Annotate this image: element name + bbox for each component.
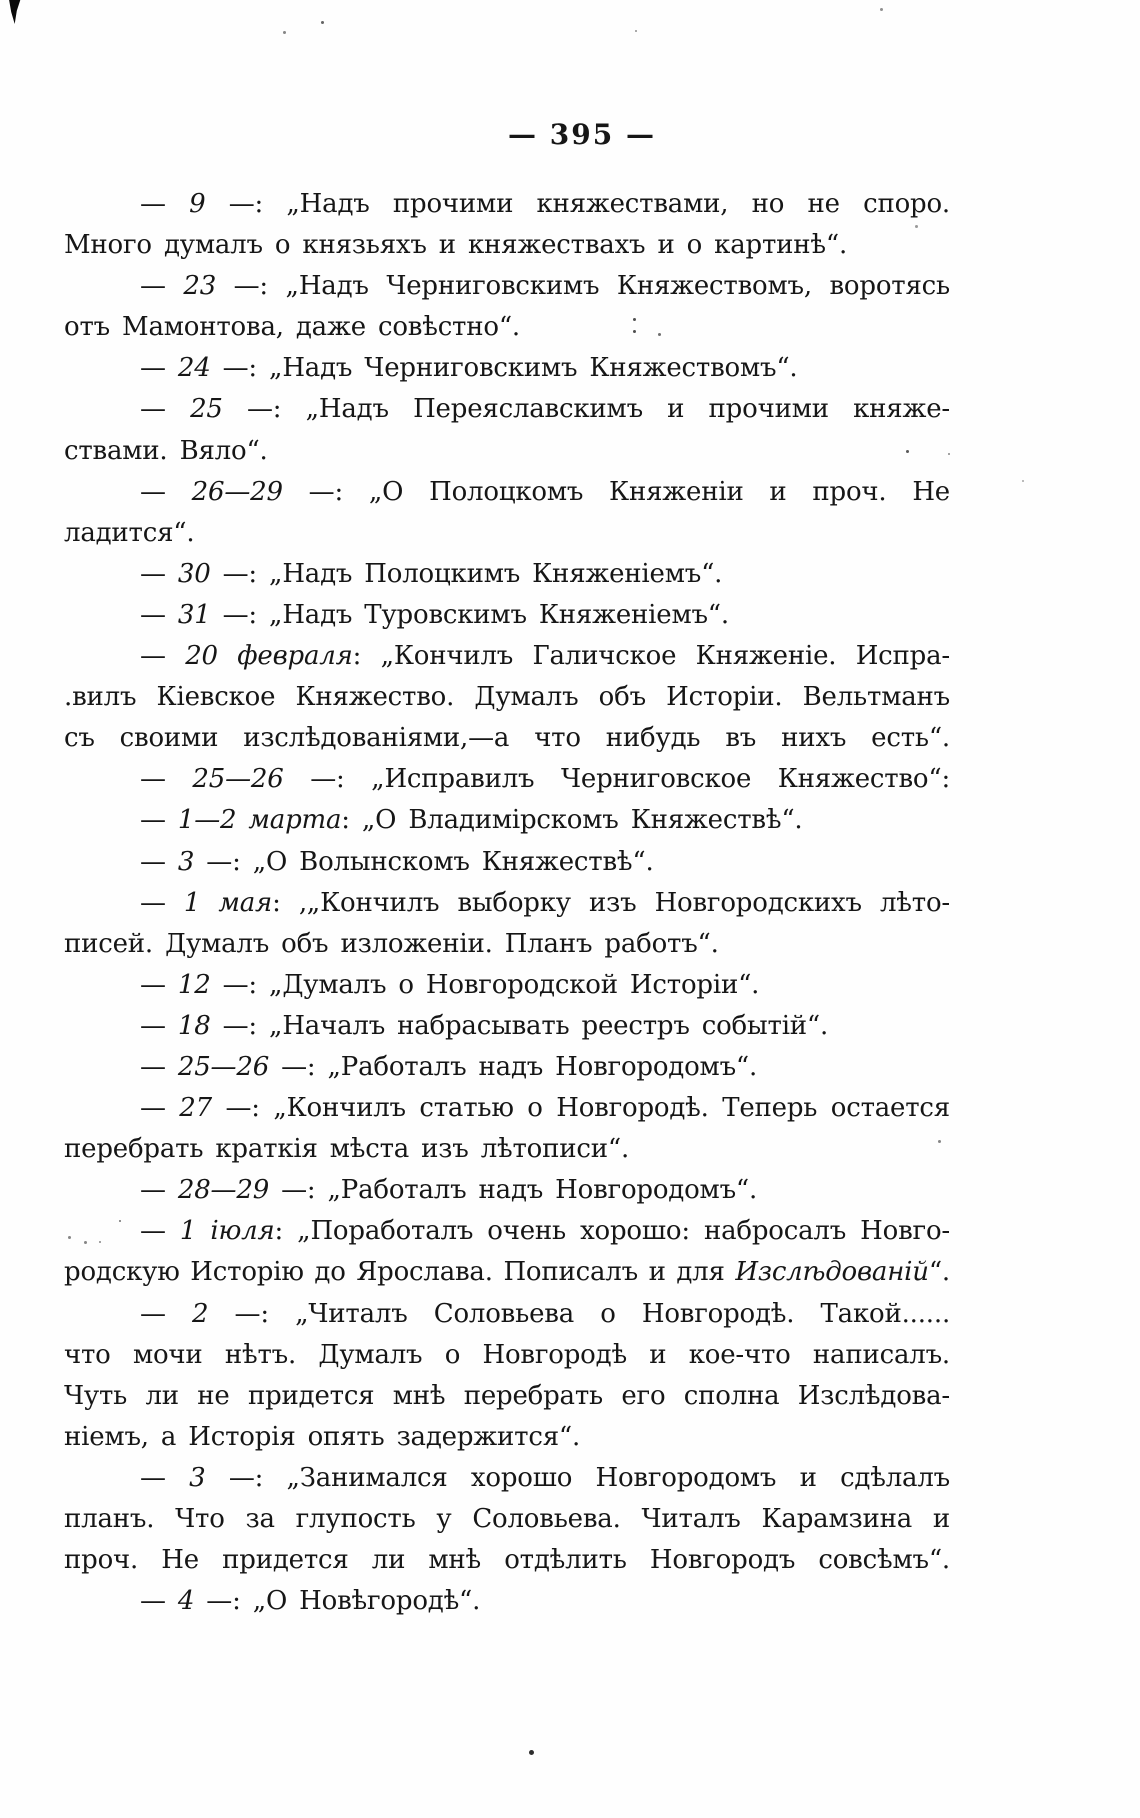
date-italic-text: 25—26 — [192, 764, 284, 795]
body-text: : „О Владимірскомъ Княжествѣ“. — [341, 805, 803, 836]
scan-speck — [906, 450, 909, 453]
text-line — [64, 883, 950, 924]
text-line — [64, 307, 950, 348]
body-text: — — [140, 353, 178, 384]
body-text: —: „О Новѣгородѣ“. — [194, 1586, 481, 1617]
body-text: — — [140, 887, 184, 918]
body-text: отъ Мамонтова, даже совѣстно“. — [64, 312, 520, 343]
text-line — [64, 636, 950, 677]
scan-speck — [915, 225, 918, 228]
body-text: —: „Работалъ надъ Новгородомъ“. — [269, 1175, 758, 1206]
body-text: писей. Думалъ объ изложеніи. Планъ работъ“. — [64, 928, 719, 959]
scan-speck — [529, 1750, 534, 1755]
body-text: : „Поработалъ очень хорошо: набросалъ Новго- — [274, 1216, 950, 1247]
scan-speck — [633, 318, 636, 321]
body-text: : ‚„Кончилъ выборку изъ Новгородскихъ лѣто- — [272, 887, 950, 918]
scan-speck — [321, 21, 324, 24]
body-text: — — [140, 1093, 180, 1124]
text-line — [64, 842, 950, 883]
body-text: планъ. Что за глупость у Соловьева. Читалъ Карамзина и — [64, 1504, 950, 1534]
scan-speck — [880, 8, 883, 11]
date-italic-text: Изслѣдованій — [735, 1257, 929, 1288]
text-line — [64, 1252, 950, 1293]
date-italic-text: 31 — [177, 599, 211, 630]
body-text: —: „Исправилъ Черниговское Княжество“: — [283, 764, 950, 795]
date-italic-text: 2 — [192, 1298, 209, 1329]
body-text: — — [140, 846, 178, 877]
body-text: —: „Надъ Туровскимъ Княженіемъ“. — [210, 599, 729, 630]
body-text: — — [140, 1175, 178, 1206]
text-line — [64, 1417, 950, 1458]
scan-speck — [1022, 480, 1024, 482]
body-text: — — [140, 558, 178, 589]
date-italic-text: 1 іюля — [179, 1216, 275, 1247]
body-text: —: „Надъ Черниговскимъ Княжествомъ“. — [210, 353, 798, 384]
page-number: — 395 — — [508, 118, 656, 151]
date-italic-text: 1—2 марта — [177, 805, 342, 836]
body-text: — — [140, 1010, 178, 1041]
body-text: родскую Исторію до Ярослава. Пописалъ и для — [64, 1257, 736, 1288]
body-text: съ своими изслѣдованіями,—а что нибудь въ нихъ есть“. — [64, 723, 950, 754]
scan-speck — [938, 1140, 941, 1143]
body-text: : „Кончилъ Галичское Княженіе. Испра- — [352, 641, 951, 672]
body-text: ладится“. — [64, 517, 195, 548]
ink-blot-mark — [7, 0, 21, 24]
body-text: —: „Занимался хорошо Новгородомъ и сдѣлалъ — [205, 1462, 950, 1493]
date-italic-text: 26—29 — [191, 476, 283, 507]
text-line — [64, 1540, 950, 1581]
date-italic-text: 25—26 — [177, 1051, 270, 1082]
body-text: — — [140, 1298, 193, 1329]
scan-speck — [635, 30, 637, 32]
date-italic-text: 18 — [177, 1010, 211, 1041]
body-text: .вилъ Кіевское Княжество. Думалъ объ Исторіи. Вельтманъ — [64, 682, 950, 713]
text-line — [64, 348, 950, 389]
scan-speck — [948, 453, 950, 455]
page-text-block — [64, 184, 950, 1622]
text-line — [64, 924, 950, 965]
body-text: — — [140, 764, 193, 795]
text-line — [64, 1376, 950, 1417]
text-line — [64, 1006, 950, 1047]
date-italic-text: 20 февраля — [185, 641, 353, 672]
text-line — [64, 800, 950, 841]
body-text: —: „Читалъ Соловьева о Новгородѣ. Такой...... — [208, 1298, 951, 1329]
body-text: перебрать краткія мѣста изъ лѣтописи“. — [64, 1134, 630, 1165]
scan-speck — [84, 1241, 87, 1244]
body-text: проч. Не придется ли мнѣ отдѣлить Новгородъ совсѣмъ“. — [64, 1545, 950, 1576]
body-text: — — [140, 189, 190, 219]
body-text: —: „Кончилъ статью о Новгородѣ. Теперь остается — [211, 1093, 950, 1124]
body-text: — — [140, 1051, 178, 1082]
date-italic-text: 27 — [179, 1093, 212, 1124]
text-line — [64, 554, 950, 595]
date-italic-text: 9 — [189, 189, 206, 219]
body-text: —: „Работалъ надъ Новгородомъ“. — [269, 1051, 758, 1082]
body-text: — — [140, 1462, 190, 1493]
text-line — [64, 1294, 950, 1335]
text-line — [64, 677, 950, 718]
body-text: — — [140, 271, 184, 302]
body-text: — — [140, 476, 192, 507]
text-line — [64, 1581, 950, 1622]
text-line — [64, 472, 950, 513]
body-text: — — [140, 394, 191, 425]
scan-speck — [68, 1236, 71, 1239]
body-text: Много думалъ о князьяхъ и княжествахъ и о картинѣ“. — [64, 230, 848, 261]
body-text: Чуть ли не придется мнѣ перебрать его сполна Изслѣдова- — [64, 1380, 950, 1411]
text-line — [64, 1170, 950, 1211]
text-line — [64, 1458, 950, 1499]
body-text: —: „О Волынскомъ Княжествѣ“. — [194, 846, 654, 877]
text-line — [64, 513, 950, 554]
body-text: — — [140, 1216, 180, 1247]
body-text: — — [140, 969, 178, 1000]
scan-speck — [633, 330, 636, 333]
text-line — [64, 1088, 950, 1129]
date-italic-text: 12 — [177, 969, 211, 1000]
date-italic-text: 24 — [177, 353, 211, 384]
text-line — [64, 1211, 950, 1252]
text-line — [64, 1335, 950, 1376]
body-text: —: „Надъ Черниговскимъ Княжествомъ, воротясь — [216, 271, 950, 302]
text-line — [64, 1047, 950, 1088]
body-text: что мочи нѣтъ. Думалъ о Новгородѣ и кое-что написалъ. — [64, 1339, 950, 1370]
body-text: — — [140, 805, 178, 836]
text-line — [64, 718, 950, 759]
scan-speck — [99, 1241, 101, 1243]
body-text: ніемъ, а Исторія опять задержится“. — [64, 1421, 581, 1452]
date-italic-text: 23 — [183, 271, 217, 302]
text-line — [64, 1129, 950, 1170]
body-text: —: „Надъ прочими княжествами, но не споро. — [205, 189, 950, 219]
date-italic-text: 28—29 — [177, 1175, 270, 1206]
text-line — [64, 595, 950, 636]
body-text: —: „Началъ набрасывать реестръ событій“. — [210, 1010, 829, 1041]
text-line — [64, 965, 950, 1006]
text-line — [64, 184, 950, 225]
body-text: — — [140, 599, 178, 630]
body-text: ствами. Вяло“. — [64, 435, 268, 466]
body-text: —: „Надъ Полоцкимъ Княженіемъ“. — [210, 558, 723, 589]
body-text: —: „Надъ Переяславскимъ и прочими княже- — [222, 394, 950, 425]
date-italic-text: 3 — [177, 846, 195, 877]
date-italic-text: 3 — [189, 1462, 206, 1493]
scan-speck — [119, 1220, 121, 1222]
body-text: — — [140, 1586, 178, 1617]
body-text: “. — [928, 1257, 950, 1288]
text-line — [64, 225, 950, 266]
text-line — [64, 389, 950, 430]
text-line — [64, 759, 950, 800]
text-line — [64, 1499, 950, 1540]
text-line — [64, 431, 950, 472]
text-line — [64, 266, 950, 307]
body-text: —: „О Полоцкомъ Княженіи и проч. Не — [282, 476, 950, 507]
scan-speck — [658, 333, 661, 336]
date-italic-text: 25 — [190, 394, 223, 425]
date-italic-text: 4 — [177, 1586, 195, 1617]
body-text: —: „Думалъ о Новгородской Исторіи“. — [210, 969, 760, 1000]
body-text: — — [140, 641, 186, 672]
date-italic-text: 1 мая — [183, 887, 273, 918]
scan-speck — [283, 31, 286, 34]
date-italic-text: 30 — [177, 558, 211, 589]
